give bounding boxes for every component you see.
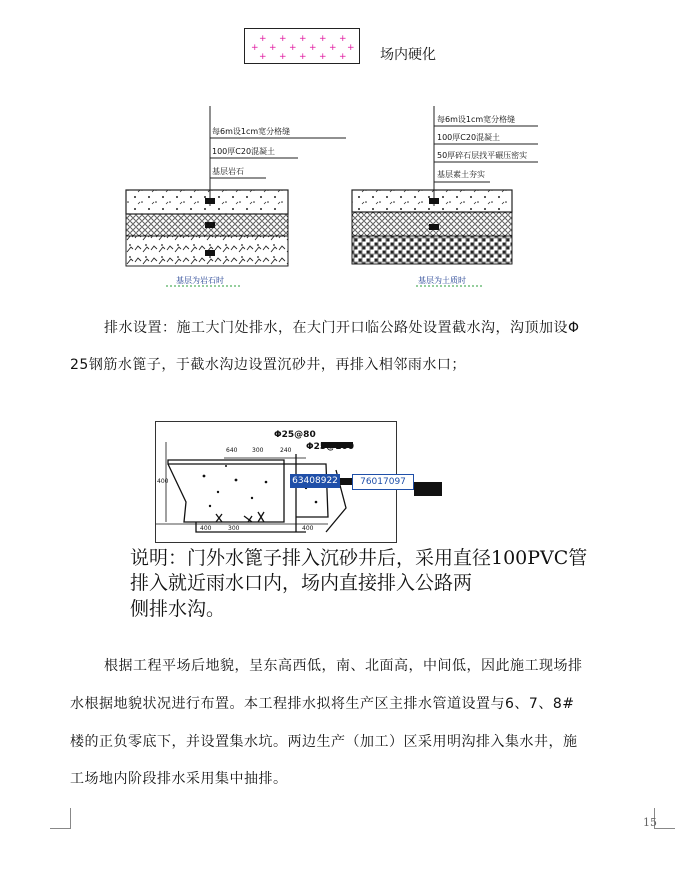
corner-mark-right: [654, 808, 675, 829]
svg-text:+: +: [347, 43, 355, 53]
note-line2: 排入就近雨水口内，场内直接排入公路两: [130, 572, 473, 594]
svg-text:+: +: [309, 43, 317, 53]
dim-side-400: 400: [157, 478, 169, 485]
svg-text:+: +: [339, 34, 347, 44]
svg-text:+: +: [299, 52, 307, 62]
site-paragraph-line1: 根据工程平场后地貌，呈东高西低，南、北面高，中间低，因此施工现场排: [104, 658, 583, 674]
right-section-caption: 基层为土质时: [418, 276, 466, 285]
page-number: 15: [643, 816, 657, 829]
note-line3: 侧排水沟。: [130, 598, 226, 620]
tag-overflow-bar: [414, 482, 442, 496]
right-annotation-4: 基层素土夯实: [437, 170, 485, 179]
site-paragraph-line2: 水根据地貌状况进行布置。本工程排水拟将生产区主排水管道设置与6、7、8#: [70, 696, 575, 712]
svg-text:+: +: [319, 52, 327, 62]
dim-400-right: 400: [302, 525, 314, 532]
svg-text:+: +: [319, 34, 327, 44]
corner-mark-left: [50, 808, 71, 829]
svg-text:+: +: [299, 34, 307, 44]
right-annotation-3: 50厚碎石层找平碾压密实: [437, 151, 528, 160]
drawing-tag-1[interactable]: 63408922: [290, 474, 340, 488]
svg-text:+: +: [251, 43, 259, 53]
svg-text:+: +: [339, 52, 347, 62]
svg-text:+: +: [279, 34, 287, 44]
svg-text:+: +: [269, 43, 277, 53]
left-annotation-1: 每6m设1cm宽分格缝: [212, 127, 291, 136]
svg-text:+: +: [329, 43, 337, 53]
svg-text:+: +: [279, 52, 287, 62]
plus-pattern-icon: [245, 29, 359, 63]
left-annotation-2: 100厚C20混凝土: [212, 147, 276, 156]
svg-text:+: +: [259, 34, 267, 44]
dim-300-top: 300: [252, 447, 264, 454]
dim-300-bottom: 300: [228, 525, 240, 532]
drainage-paragraph-line2: 25钢筋水篦子，于截水沟边设置沉砂井，再排入相邻雨水口；: [70, 357, 466, 373]
dim-640: 640: [226, 447, 238, 454]
note-line1: 说明：门外水篦子排入沉砂井后，采用直径100PVC管: [130, 547, 588, 569]
dim-400-left: 400: [200, 525, 212, 532]
svg-text:+: +: [259, 52, 267, 62]
right-annotation-2: 100厚C20混凝土: [437, 133, 501, 142]
site-paragraph-line3: 楼的正负零底下，并设置集水坑。两边生产（加工）区采用明沟排入集水井，施: [70, 734, 578, 750]
drawing-tag-2[interactable]: 76017097: [352, 474, 414, 490]
rebar-top-label: Φ25@80: [274, 430, 316, 440]
svg-text:+: +: [289, 43, 297, 53]
site-paragraph-line4: 工场地内阶段排水采用集中抽排。: [70, 771, 288, 787]
dim-240: 240: [280, 447, 292, 454]
left-annotation-3: 基层岩石: [212, 167, 244, 176]
drainage-paragraph-line1: 排水设置：施工大门处排水，在大门开口临公路处设置截水沟，沟顶加设Φ: [104, 320, 580, 336]
left-section-caption: 基层为岩石时: [176, 276, 224, 285]
right-annotation-1: 每6m设1cm宽分格缝: [437, 115, 516, 124]
legend-label: 场内硬化: [380, 47, 436, 63]
pavement-sections-drawing: [118, 98, 538, 298]
rebar-mid-label: Φ25@100: [306, 442, 354, 452]
hardening-legend-swatch: [244, 28, 360, 64]
